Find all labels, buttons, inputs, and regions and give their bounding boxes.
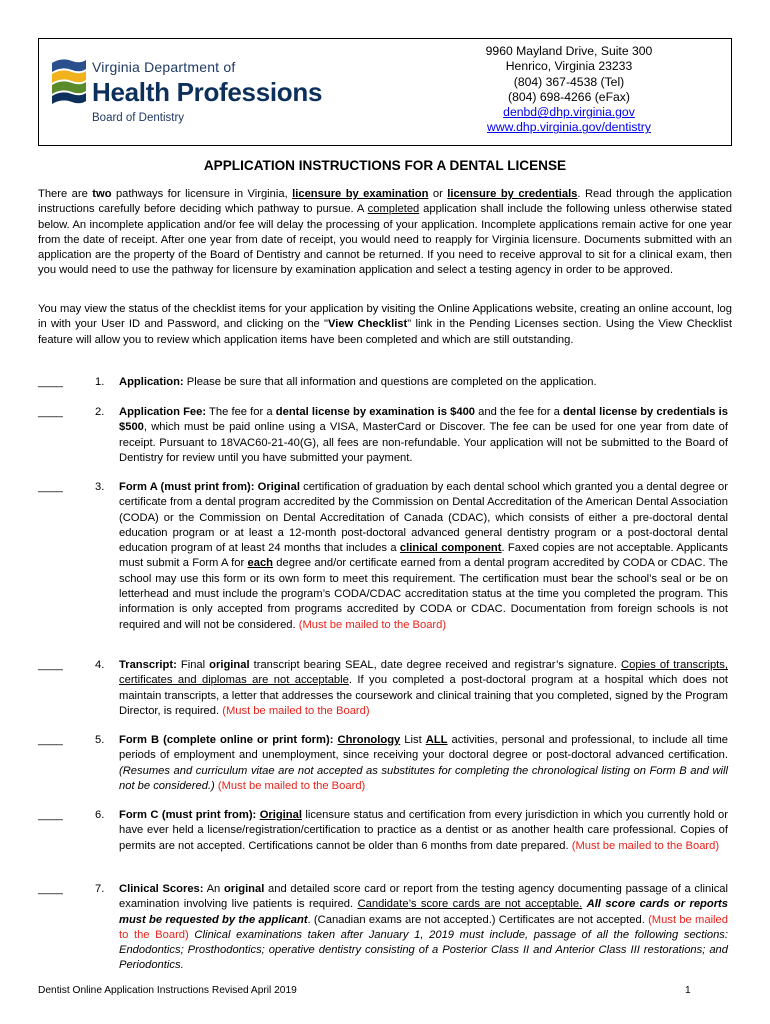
all-text: ALL bbox=[425, 734, 448, 746]
intro-paragraph bbox=[38, 187, 732, 279]
item-text bbox=[119, 405, 728, 466]
virginia-flag-icon bbox=[50, 55, 88, 107]
intro-text: or bbox=[428, 188, 448, 200]
item-number: 4. bbox=[95, 659, 105, 671]
item-body: List bbox=[400, 734, 426, 746]
item-emphasis: original bbox=[223, 883, 265, 895]
checkbox-blank[interactable]: ____ bbox=[38, 406, 63, 418]
item-label: Clinical Scores: bbox=[119, 883, 204, 895]
requested-by-applicant-text: All score cards or reports must be requested by the applicant bbox=[119, 898, 729, 926]
item-text bbox=[119, 882, 728, 974]
intro-text: . Read through the application instructions carefully before deciding which pathway to pursue. A bbox=[38, 188, 732, 216]
item-body: . Faxed copies are not acceptable. Applicants must submit a Form A for bbox=[119, 542, 728, 570]
item-body: licensure status and certification from every jurisdiction in which you currently hold or have ever held a license/registration/certification to practice as a dentist or as another health care professional. Copies of permits are not accepted. Certifications cannot be older than 6 months from date prepared. bbox=[119, 809, 728, 852]
dhp-logo bbox=[50, 53, 350, 133]
checkbox-blank[interactable]: ____ bbox=[38, 883, 63, 895]
item-number: 6. bbox=[95, 809, 105, 821]
checkbox-blank[interactable]: ____ bbox=[38, 809, 63, 821]
checklist-text: " link in the Pending Licenses section. Using the View Checklist feature will allow you to review which application items have been completed and which are still outstanding. bbox=[38, 318, 732, 346]
item-body: Final bbox=[176, 659, 210, 671]
exam-sections-note: Clinical examinations taken after January 1, 2019 must include, passage of all the following sections: Endodontics; Prosthodontics; operative dentistry consisting of a Posterior Class II and Anterior Class III restorations; and Periodontics. bbox=[119, 928, 729, 972]
item-number: 3. bbox=[95, 481, 105, 493]
licensure-by-examination-text: licensure by examination bbox=[292, 188, 429, 200]
item-label: Form A (must print from): bbox=[119, 481, 255, 493]
item-text bbox=[119, 480, 728, 633]
address-line-1: 9960 Mayland Drive, Suite 300 bbox=[485, 44, 653, 58]
item-number: 2. bbox=[95, 406, 105, 418]
checklist-paragraph bbox=[38, 302, 732, 348]
item-number: 7. bbox=[95, 883, 105, 895]
checkbox-blank[interactable]: ____ bbox=[38, 734, 63, 746]
item-label: Form B (complete online or print form): bbox=[119, 734, 334, 746]
item-text bbox=[119, 375, 728, 390]
logo-agency-text: Health Professions bbox=[92, 77, 323, 107]
item-body: The fee for a bbox=[206, 406, 276, 418]
logo-board-text: Board of Dentistry bbox=[92, 112, 185, 124]
item-label: Application Fee: bbox=[119, 406, 207, 418]
contact-block bbox=[411, 44, 727, 136]
copies-not-acceptable-text: Copies of transcripts, certificates and diplomas are not acceptable bbox=[119, 659, 728, 687]
address-line-2: Henrico, Virginia 23233 bbox=[505, 59, 633, 74]
item-body: degree and/or certificate earned from a dental program accredited by CODA or CDAC. The school may use this form or its own form to meet this requirement. The certification must bear the school’s seal or be on letterhead and must include the program’s CODA/CDAC accreditation status at the time you completed the program. This information is only accepted from programs accredited by CODA or CDAC. Documentation from foreign schools is not required and will not be considered. bbox=[119, 557, 728, 631]
clinical-component-text: clinical component bbox=[399, 542, 502, 555]
item-body: . (Canadian exams are not accepted.) Certificates are not accepted. bbox=[307, 913, 649, 926]
checkbox-blank[interactable]: ____ bbox=[38, 376, 63, 388]
item-body: , which must be paid online using a VISA, MasterCard or Discover. The fee can be used for one year from date of receipt. Pursuant to 18VAC60-21-40(G), all fees are non-refundable. Your application will not be submitted to the Board of Dentistry for review until you have submitted your payment. bbox=[119, 421, 728, 464]
item-emphasis: Original bbox=[257, 481, 300, 493]
item-body: and detailed score card or report from the testing agency documenting passage of a clinical examination involving live patients is required. bbox=[119, 883, 728, 911]
mail-notice: (Must be mailed to the Board) bbox=[298, 618, 447, 631]
checklist-text: You may view the status of the checklist items for your application by visiting the Online Applications website, creating an online account, log in with your User ID and Password, and clicking on the " bbox=[38, 303, 732, 331]
item-number: 5. bbox=[95, 734, 105, 746]
mail-notice: (Must be mailed to the Board) bbox=[222, 704, 370, 717]
fee-credentials: dental license by credentials is $500 bbox=[119, 406, 728, 434]
item-text bbox=[119, 733, 728, 794]
item-emphasis: original bbox=[209, 659, 250, 671]
mail-notice: (Must be mailed to the Board) bbox=[119, 913, 728, 941]
item-body: activities, personal and professional, to include all time periods of employment and unemployment, since receiving your doctoral degree or post-doctoral advanced certification. bbox=[119, 734, 728, 762]
item-body: Please be sure that all information and questions are completed on the application. bbox=[183, 376, 597, 388]
intro-text: There are bbox=[38, 188, 93, 200]
page-number: 1 bbox=[685, 985, 691, 996]
item-body: and the fee for a bbox=[475, 406, 564, 418]
checkbox-blank[interactable]: ____ bbox=[38, 659, 63, 671]
intro-text: pathways for licensure in Virginia, bbox=[111, 188, 293, 200]
licensure-by-credentials-text: licensure by credentials bbox=[447, 188, 578, 200]
email-link[interactable]: denbd@dhp.virginia.gov bbox=[503, 105, 635, 120]
item-number: 1. bbox=[95, 376, 105, 388]
score-cards-not-acceptable-text: Candidate’s score cards are not acceptable. bbox=[357, 898, 583, 911]
item-label: Transcript: bbox=[119, 659, 177, 671]
mail-notice: (Must be mailed to the Board) bbox=[217, 779, 366, 792]
item-body: An bbox=[203, 883, 224, 895]
chronology-text: Chronology bbox=[337, 734, 401, 746]
item-emphasis: Original bbox=[259, 809, 302, 821]
checkbox-blank[interactable]: ____ bbox=[38, 481, 63, 493]
item-text bbox=[119, 658, 728, 719]
mail-notice: (Must be mailed to the Board) bbox=[571, 839, 720, 852]
item-label: Application: bbox=[119, 376, 184, 388]
each-text: each bbox=[247, 557, 274, 570]
efax-number: (804) 698-4266 (eFax) bbox=[508, 89, 630, 104]
intro-emphasis: two bbox=[92, 188, 112, 200]
intro-text: application shall include the following unless otherwise stated below. An incomplete application and/or fee will delay the processing of your application. Incomplete applications remain active for one year from the date of receipt. After one year from date of receipt, you would need to reapply for Virginia licensure. Documents submitted with an application are the property of the Board of Dentistry and cannot be returned. If you need to receive approval to sit for a clinical exam, then you would need to use the pathway for licensure by examination application and select a testing agency in order to be approved. bbox=[38, 203, 732, 277]
fee-examination: dental license by examination is $400 bbox=[275, 406, 476, 418]
item-body: certification of graduation by each dental school which granted you a dental degree or certificate from a dental program accredited by the Commission on Dental Accreditation of the American Dental Association (CODA) or the Commission on Dental Accreditation of Canada (CDAC), which consists of either a pre-doctoral dental education program or at least a 12-month post-doctoral advanced general dentistry program or a post-doctoral dental education program of at least 24 months that includes a bbox=[119, 481, 728, 555]
item-label: Form C (must print from): bbox=[119, 809, 257, 821]
resume-note: (Resumes and curriculum vitae are not accepted as substitutes for completing the chronological listing on Form B and will not be considered.) bbox=[119, 764, 728, 792]
item-body: . If you completed a post-doctoral program at a hospital which does not maintain transcripts, a letter that addresses the coursework and clinical training that you completed, signed by the Program Director, is required. bbox=[119, 674, 728, 717]
phone-number: (804) 367-4538 (Tel) bbox=[513, 74, 625, 89]
item-text bbox=[119, 808, 728, 854]
website-link[interactable]: www.dhp.virginia.gov/dentistry bbox=[487, 120, 651, 135]
completed-text: completed bbox=[367, 203, 420, 216]
page-title: APPLICATION INSTRUCTIONS FOR A DENTAL LICENSE bbox=[203, 158, 567, 173]
logo-department-text: Virginia Department of bbox=[92, 59, 236, 75]
footer-revision: Dentist Online Application Instructions Revised April 2019 bbox=[38, 985, 297, 996]
view-checklist-text: View Checklist bbox=[327, 318, 408, 331]
letterhead bbox=[38, 38, 732, 146]
item-body: transcript bearing SEAL, date degree received and registrar’s signature. bbox=[249, 659, 622, 671]
